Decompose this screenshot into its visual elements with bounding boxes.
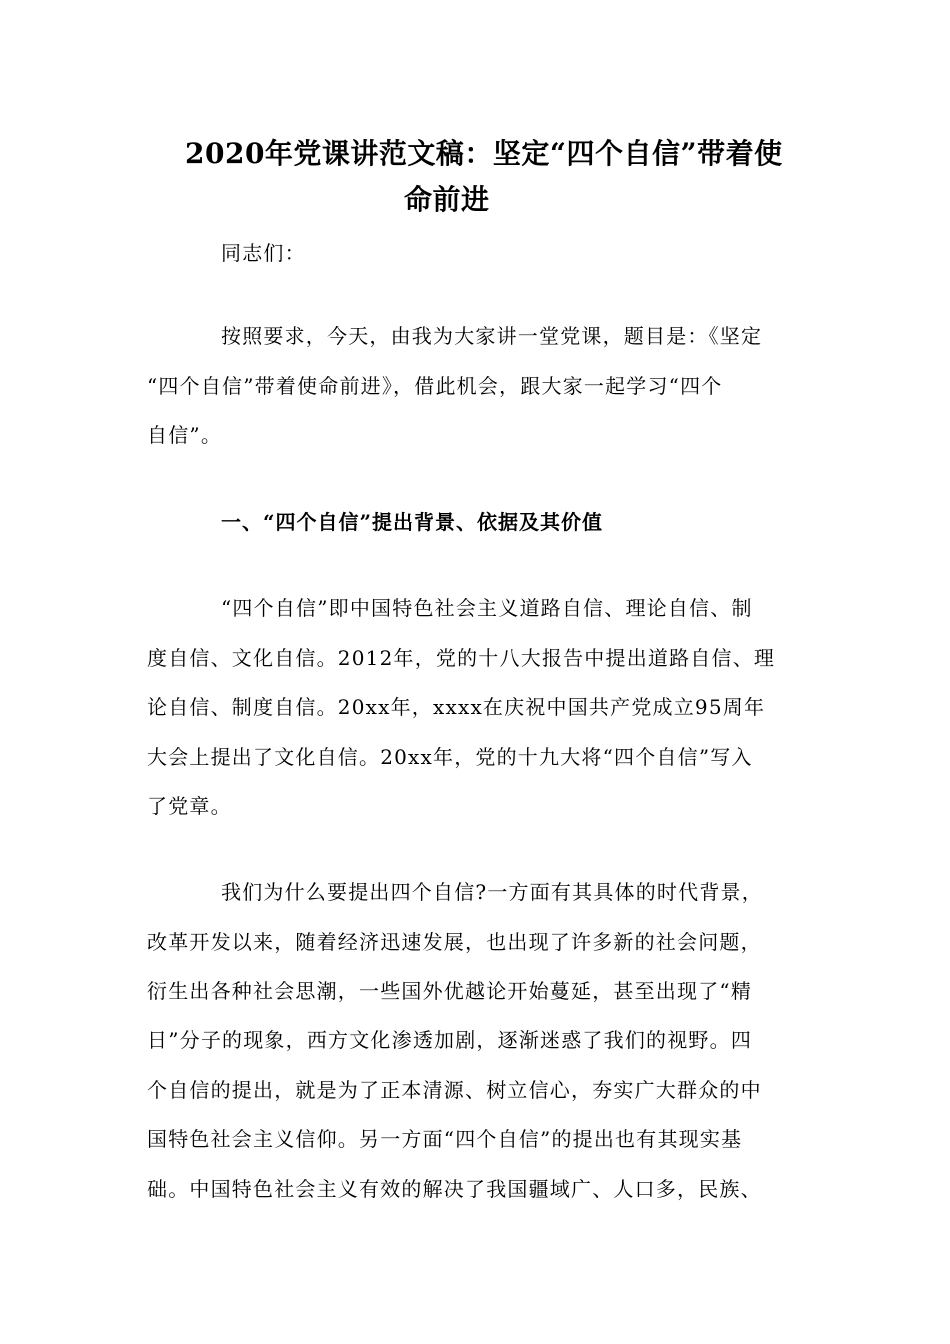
section1-para1-line-3: 论自信、制度自信。20xx年，xxxx在庆祝中国共产党成立95周年 [147, 695, 766, 719]
salutation: 同志们： [221, 241, 306, 265]
intro-line-2: “四个自信”带着使命前进》，借此机会，跟大家一起学习“四个 [147, 374, 723, 398]
section-heading-1: 一、“四个自信”提出背景、依据及其价值 [221, 510, 604, 534]
section1-para1-line-5: 了党章。 [147, 794, 232, 818]
intro-line-1: 按照要求，今天，由我为大家讲一堂党课，题目是：《坚定 [221, 324, 763, 348]
section1-para1-line-2: 度自信、文化自信。2012年，党的十八大报告中提出道路自信、理 [147, 646, 776, 670]
document-title-line-2: 命前进 [404, 183, 490, 216]
section1-para2-line-7: 础。中国特色社会主义有效的解决了我国疆域广、人口多，民族、 [147, 1177, 762, 1201]
section1-para2-line-2: 改革开发以来，随着经济迅速发展，也出现了许多新的社会问题， [147, 930, 762, 954]
section1-para2-line-4: 日”分子的现象，西方文化渗透加剧，逐渐迷惑了我们的视野。四 [147, 1028, 753, 1052]
section1-para2-line-3: 衍生出各种社会思潮，一些国外优越论开始蔓延，甚至出现了“精 [147, 979, 753, 1003]
section1-para2-line-1: 我们为什么要提出四个自信?一方面有其具体的时代背景， [221, 880, 763, 904]
section1-para1-line-4: 大会上提出了文化自信。20xx年，党的十九大将“四个自信”写入 [147, 745, 753, 769]
document-title-line-1: 2020年党课讲范文稿：坚定“四个自信”带着使 [185, 137, 783, 170]
section1-para2-line-5: 个自信的提出，就是为了正本清源、树立信心，夯实广大群众的中 [147, 1078, 762, 1102]
section1-para2-line-6: 国特色社会主义信仰。另一方面“四个自信”的提出也有其现实基 [147, 1127, 743, 1151]
section1-para1-line-1: “四个自信”即中国特色社会主义道路自信、理论自信、制 [221, 596, 753, 620]
intro-line-3: 自信”。 [147, 423, 223, 447]
